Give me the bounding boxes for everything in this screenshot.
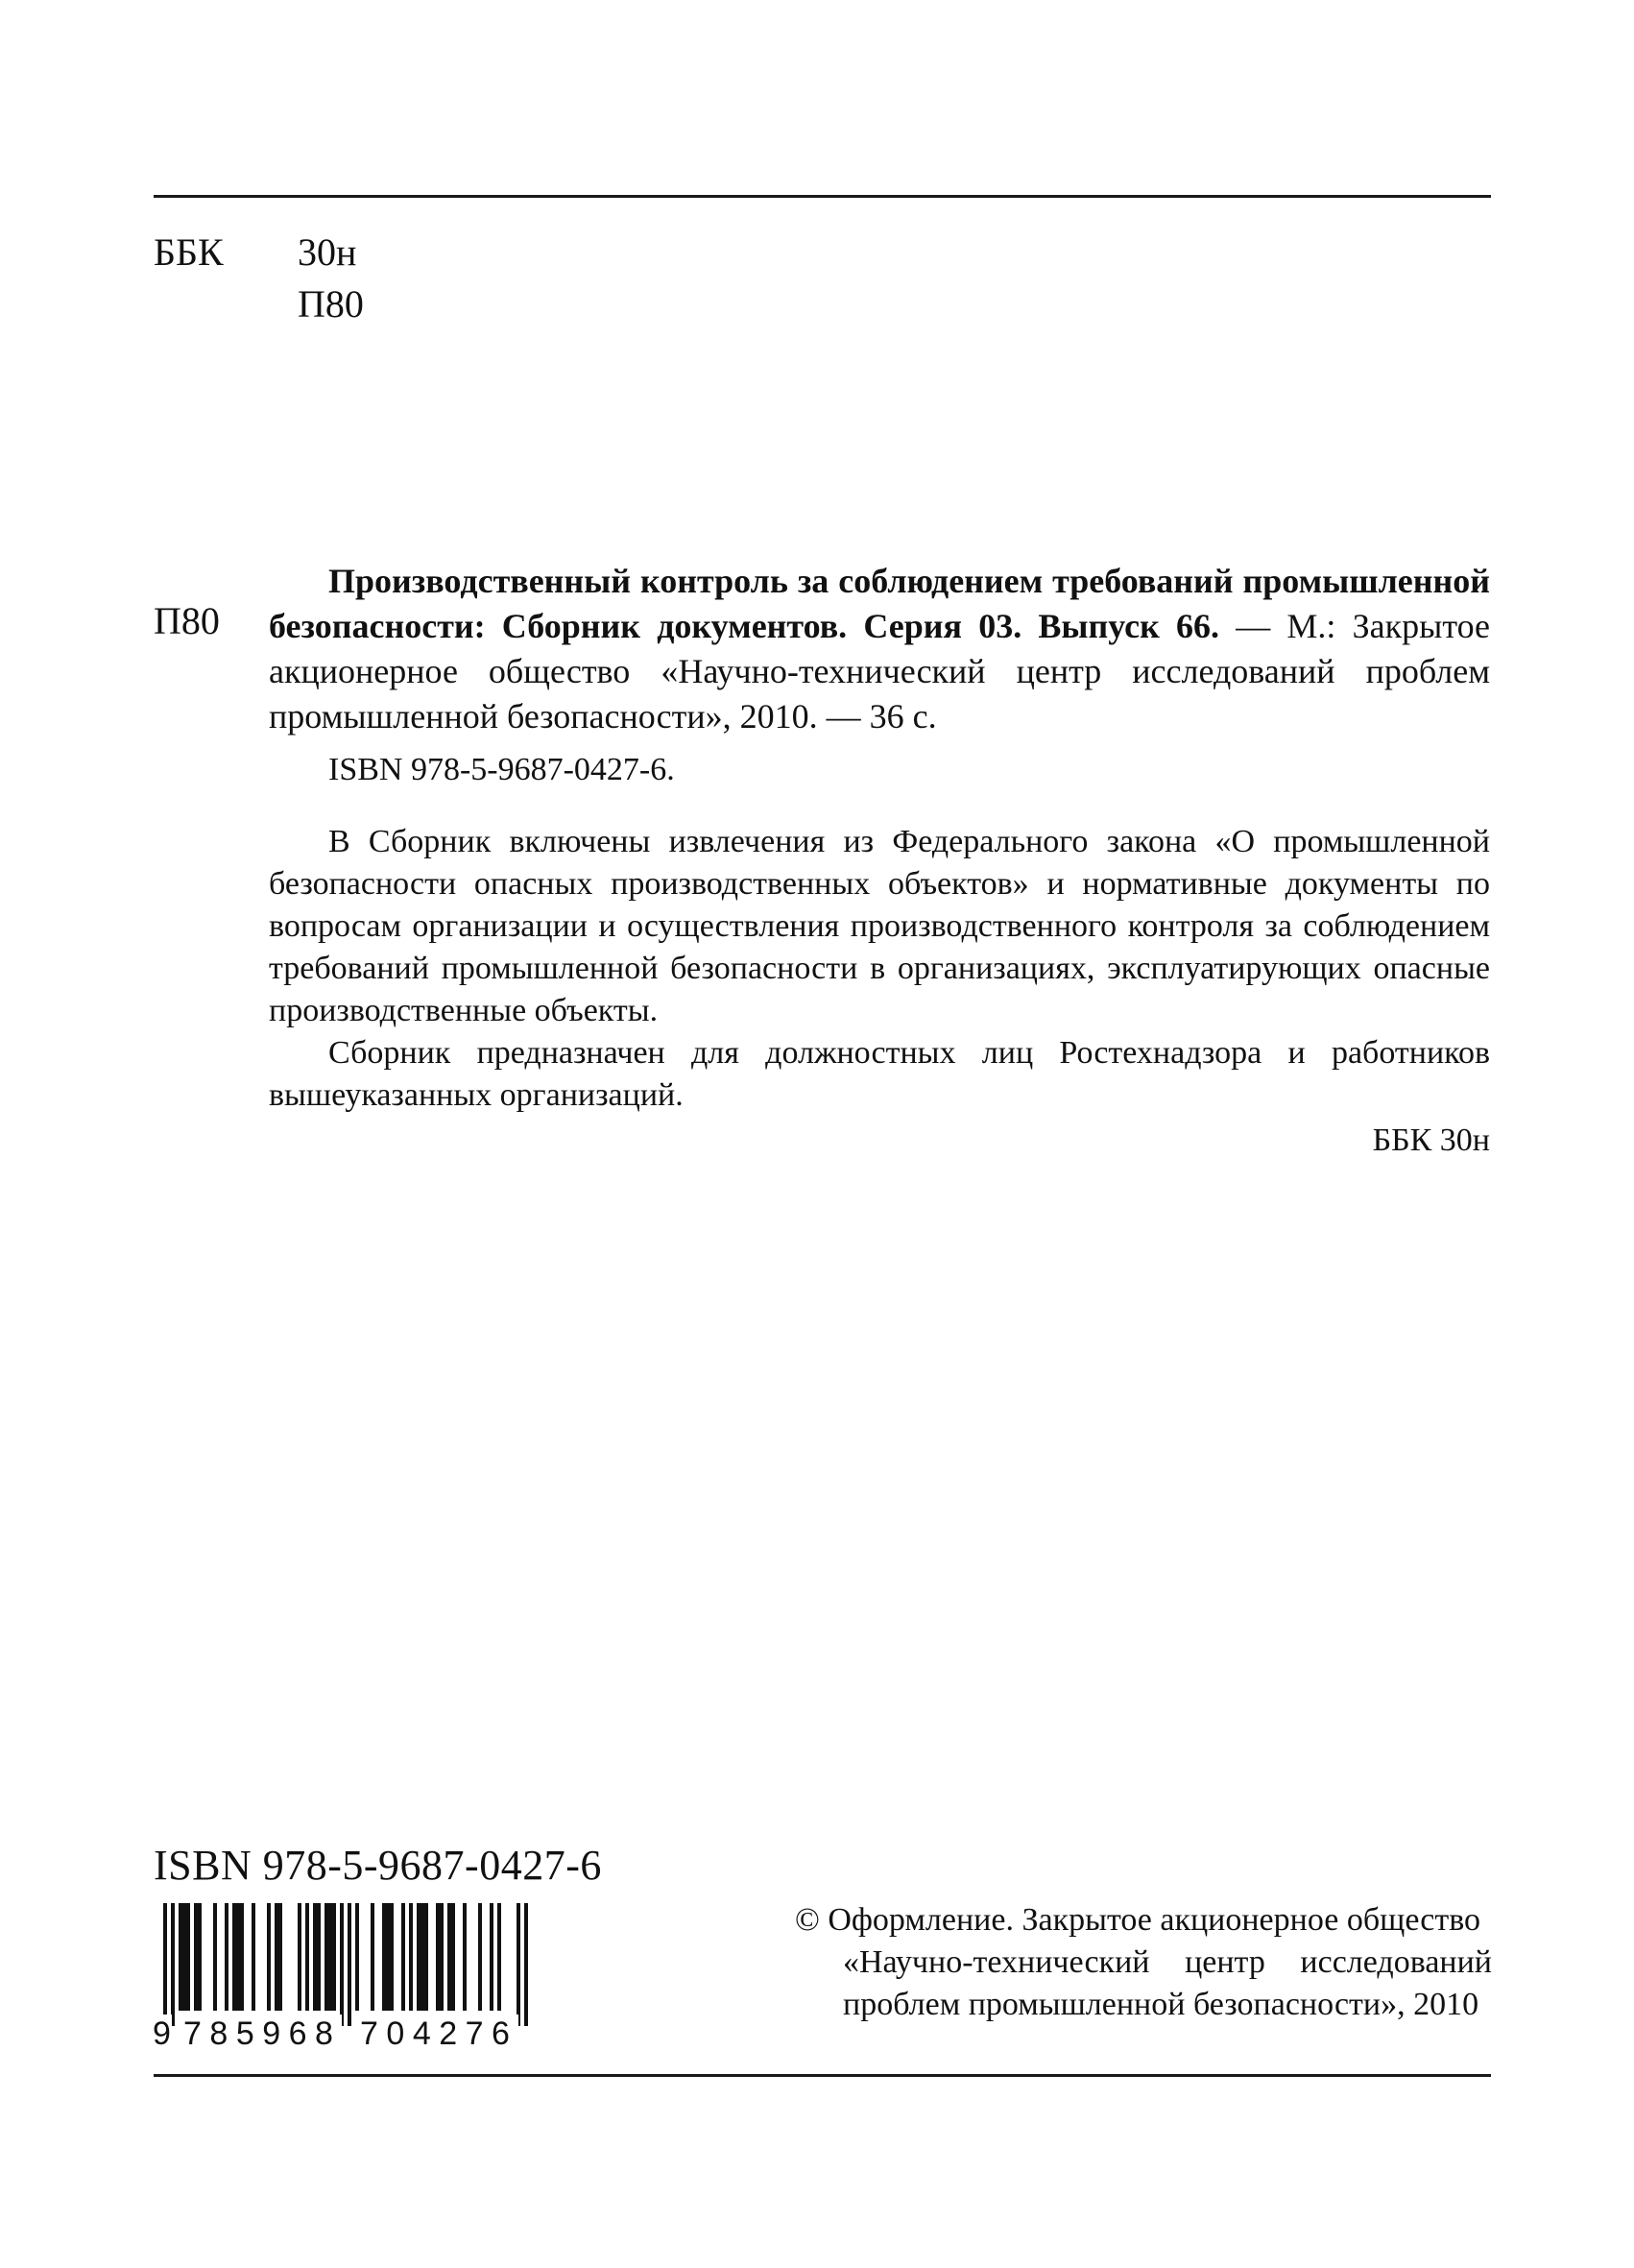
barcode-bar <box>497 1903 501 2011</box>
bottom-rule <box>154 2074 1491 2077</box>
abstract <box>269 821 1490 1117</box>
copyright-line: © Оформление. Закрытое акционерное общество <box>795 1902 1481 1938</box>
barcode-bar <box>275 1903 282 2011</box>
copyright-line: «Научно-технический центр исследований <box>843 1944 1492 1980</box>
barcode-bar <box>417 1903 428 2011</box>
barcode-bar <box>478 1903 482 2011</box>
isbn-barcode <box>154 1903 538 2028</box>
barcode-guard-bar <box>524 1903 528 2026</box>
barcode-bar <box>313 1903 321 2011</box>
barcode-bar <box>447 1903 455 2011</box>
barcode-guard-bar <box>348 1903 351 2026</box>
barcode-bar <box>213 1903 217 2011</box>
cutter-code: П80 <box>298 282 364 326</box>
entry-cutter: П80 <box>154 599 220 642</box>
barcode-bar <box>401 1903 405 2011</box>
bbk-codes <box>298 227 364 330</box>
bbk-index: ББК 30н <box>1372 1122 1490 1158</box>
barcode-guard-bar <box>171 1903 175 2026</box>
barcode-bar <box>194 1903 202 2011</box>
abstract-paragraph: В Сборник включены извлечения из Федерального закона «О промышленной безопасности опасных производственных объектов» и нормативные документы по вопросам организации и осуществления производственного контроля за соблюдением требований промышленной безопасности в организациях, эксплуатирующих опасные производственные объекты. <box>269 824 1490 1028</box>
barcode-guard-bar <box>340 1903 344 2026</box>
barcode-bar <box>252 1903 255 2011</box>
barcode-bar <box>490 1903 493 2011</box>
barcode-guard-bar <box>517 1903 520 2026</box>
barcode-bar <box>324 1903 336 2011</box>
bbk-code: 30н <box>298 230 357 274</box>
barcode-bar <box>436 1903 444 2011</box>
barcode-guard-bar <box>163 1903 167 2026</box>
barcode-isbn-label: ISBN 978-5-9687-0427-6 <box>154 1842 602 1889</box>
barcode-right-group: 704276 <box>360 2015 518 2052</box>
abstract-paragraph: Сборник предназначен для должностных лиц Ростехнадзора и работников вышеуказанных организаций. <box>269 1035 1490 1113</box>
barcode-left-group: 785968 <box>183 2015 342 2052</box>
barcode-bar <box>225 1903 228 2011</box>
barcode-bar <box>267 1903 271 2011</box>
entry-imprint: — М.: Закрытое акционерное общество «Научно-технический центр исследований проблем промышленной безопасности», 2010. — 36 с. <box>269 607 1490 736</box>
bibliographic-entry <box>269 559 1490 739</box>
copyright-line: проблем промышленной безопасности», 2010 <box>843 1987 1479 2022</box>
top-rule <box>154 195 1491 198</box>
entry-title: Производственный контроль за соблюдением требований промышленной безопасности: Сборник документов. Серия 03. Выпуск 66. <box>269 562 1490 645</box>
barcode-bar <box>409 1903 413 2011</box>
bbk-label: ББК <box>154 230 224 274</box>
barcode-bar <box>382 1903 394 2011</box>
barcode-bar <box>298 1903 301 2011</box>
entry-isbn: ISBN 978-5-9687-0427-6. <box>328 752 675 787</box>
barcode-bar <box>179 1903 190 2011</box>
barcode-bar <box>371 1903 374 2011</box>
barcode-first-digit: 9 <box>153 2015 171 2052</box>
barcode-bar <box>232 1903 244 2011</box>
barcode-bar <box>355 1903 359 2011</box>
barcode-bar <box>305 1903 309 2011</box>
copyright-notice <box>795 1899 1492 2026</box>
barcode-bar <box>463 1903 467 2011</box>
barcode-bars <box>154 1903 538 2028</box>
